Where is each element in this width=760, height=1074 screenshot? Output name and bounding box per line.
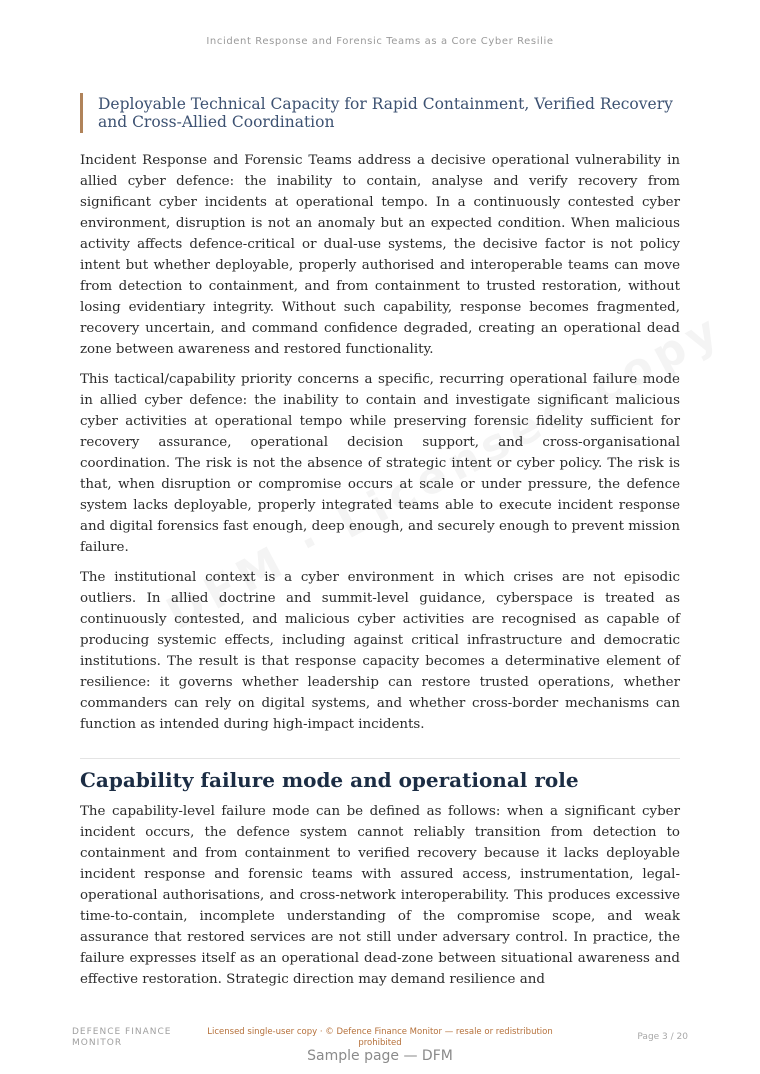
sample-page-label: Sample page — DFM	[307, 1048, 453, 1064]
section-divider	[80, 758, 680, 759]
page-content	[80, 93, 680, 999]
section-heading: Capability failure mode and operational role	[80, 768, 579, 792]
section-paragraph: The capability-level failure mode can be defined as follows: when a significant cyber incident occurs, the defence system cannot reliably transition from detection to containment and from containment to verified recovery because it lacks deployable incident response and forensic teams with assured access, instrumentation, legal-operational authorisations, and cross-network interoperability. This produces excessive time-to-contain, incomplete understanding of the compromise scope, and weak assurance that restored services are not still under adversary control. In practice, the failure expresses itself as an operational dead-zone between situational awareness and effective restoration. Strategic direction may demand resilience and	[80, 804, 680, 987]
body-paragraph-3: The institutional context is a cyber environment in which crises are not episodic outliers. In allied doctrine and summit-level guidance, cyberspace is treated as continuously contested, and malicious cyber activities are recognised as capable of producing systemic effects, including against critical infrastructure and democratic institutions. The result is that response capacity becomes a determinative element of resilience: it governs whether leadership can restore trusted operations, whether commanders can rely on digital systems, and whether cross-border mechanisms can function as intended during high-impact incidents.	[80, 570, 680, 732]
body-paragraph-1: Incident Response and Forensic Teams address a decisive operational vulnerability in allied cyber defence: the inability to contain, analyse and verify recovery from significant cyber incidents at operational tempo. In a continuously contested cyber environment, disruption is not an anomaly but an expected condition. When malicious activity affects defence-critical or dual-use systems, the decisive factor is not policy intent but whether deployable, properly authorised and interoperable teams can move from detection to containment, and from containment to trusted restoration, without losing evidentiary integrity. Without such capability, response becomes fragmented, recovery uncertain, and command confidence degraded, creating an operational dead zone between awareness and restored functionality.	[80, 153, 680, 357]
running-head: Incident Response and Forensic Teams as a Core Cyber Resilie	[206, 36, 554, 47]
body-paragraph-2: This tactical/capability priority concerns a specific, recurring operational failure mode in allied cyber defence: the inability to contain and investigate significant malicious cyber activities at operational tempo while preserving forensic fidelity sufficient for recovery assurance, operational decision support, and cross-organisational coordination. The risk is not the absence of strategic intent or cyber policy. The risk is that, when disruption or compromise occurs at scale or under pressure, the defence system lacks deployable, properly integrated teams able to execute incident response and digital forensics fast enough, deep enough, and securely enough to prevent mission failure.	[80, 372, 680, 555]
footer-brand: DEFENCE FINANCE MONITOR	[72, 1027, 172, 1048]
page-number: Page 3 / 20	[637, 1032, 688, 1042]
footer-license-notice: Licensed single-user copy · © Defence Finance Monitor — resale or redistribution prohibited	[207, 1027, 553, 1048]
section-subtitle: Deployable Technical Capacity for Rapid Containment, Verified Recovery and Cross-Allied Coordination	[80, 93, 680, 133]
